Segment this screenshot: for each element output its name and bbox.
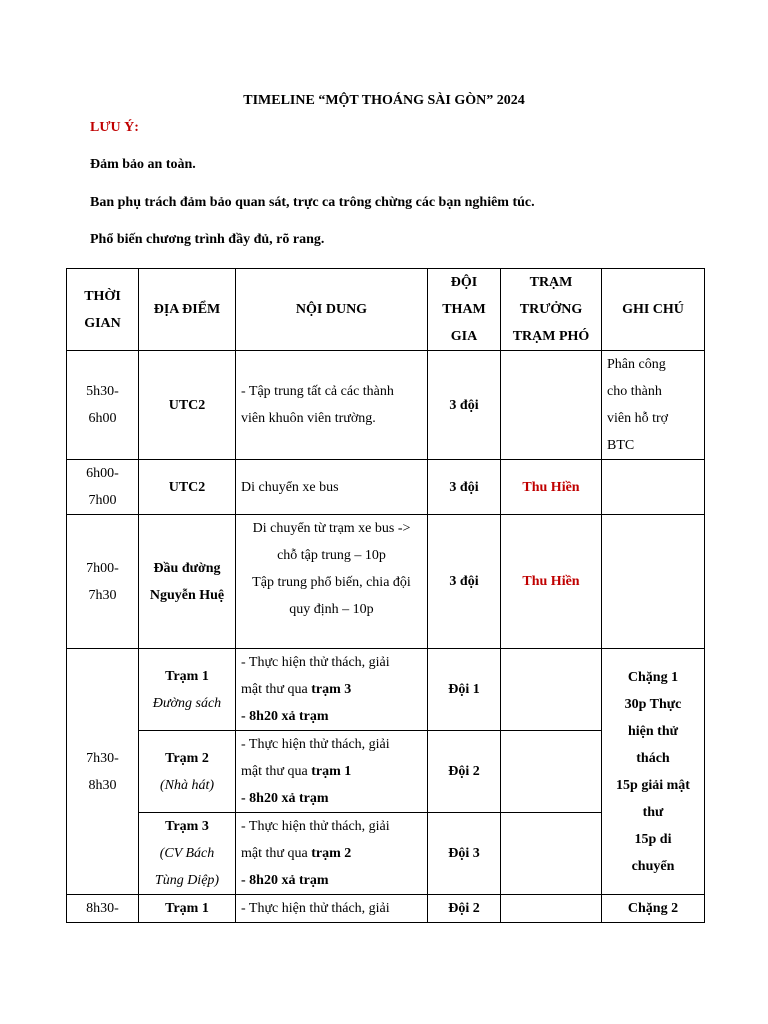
cell-team: 3 đội <box>428 515 501 649</box>
cell-note: Chặng 1 30p Thực hiện thử thách 15p giải mật thư 15p di chuyển <box>602 649 705 895</box>
cell-station: Thu Hiền <box>501 515 602 649</box>
header-time: THỜI GIAN <box>67 269 139 351</box>
cell-content: - Thực hiện thử thách, giải mật thư qua trạm 2 - 8h20 xả trạm <box>236 813 428 895</box>
cell-station <box>501 895 602 923</box>
timeline-table <box>66 268 705 923</box>
cell-content: - Thực hiện thử thách, giải mật thư qua trạm 1 - 8h20 xả trạm <box>236 731 428 813</box>
table-row <box>67 649 705 731</box>
cell-content: Di chuyển từ trạm xe bus -> chỗ tập trung – 10p Tập trung phổ biến, chia đội quy định – 10p <box>236 515 428 649</box>
cell-station <box>501 649 602 731</box>
cell-time: 7h00- 7h30 <box>67 515 139 649</box>
header-note: GHI CHÚ <box>602 269 705 351</box>
cell-station: Thu Hiền <box>501 460 602 515</box>
header-station: TRẠM TRƯỞNG TRẠM PHÓ <box>501 269 602 351</box>
cell-time: 6h00- 7h00 <box>67 460 139 515</box>
cell-time: 8h30- <box>67 895 139 923</box>
cell-place: Trạm 2 (Nhà hát) <box>139 731 236 813</box>
cell-team: Đội 3 <box>428 813 501 895</box>
note-heading: LƯU Ý: <box>90 120 139 135</box>
cell-content: - Thực hiện thử thách, giải <box>236 895 428 923</box>
header-team: ĐỘI THAM GIA <box>428 269 501 351</box>
header-place: ĐỊA ĐIỂM <box>139 269 236 351</box>
cell-team: Đội 2 <box>428 895 501 923</box>
cell-note: Chặng 2 <box>602 895 705 923</box>
table-header-row <box>67 269 705 351</box>
cell-content: Di chuyển xe bus <box>236 460 428 515</box>
cell-content: - Tập trung tất cả các thành viên khuôn viên trường. <box>236 351 428 460</box>
header-content: NỘI DUNG <box>236 269 428 351</box>
cell-team: 3 đội <box>428 351 501 460</box>
table-row <box>67 515 705 649</box>
note-line: Phổ biến chương trình đầy đủ, rõ rang. <box>90 232 325 247</box>
cell-note: Phân công cho thành viên hỗ trợ BTC <box>602 351 705 460</box>
cell-team: Đội 2 <box>428 731 501 813</box>
table-row <box>67 895 705 923</box>
cell-content: - Thực hiện thử thách, giải mật thư qua trạm 3 - 8h20 xả trạm <box>236 649 428 731</box>
cell-note <box>602 515 705 649</box>
cell-station <box>501 351 602 460</box>
cell-place: Đầu đường Nguyễn Huệ <box>139 515 236 649</box>
table-row <box>67 351 705 460</box>
cell-time: 5h30- 6h00 <box>67 351 139 460</box>
table-row <box>67 460 705 515</box>
note-line: Ban phụ trách đảm bảo quan sát, trực ca trông chừng các bạn nghiêm túc. <box>90 195 535 210</box>
cell-team: 3 đội <box>428 460 501 515</box>
cell-station <box>501 731 602 813</box>
cell-time: 7h30- 8h30 <box>67 649 139 895</box>
cell-place: Trạm 3 (CV Bách Tùng Diệp) <box>139 813 236 895</box>
cell-place: Trạm 1 Đường sách <box>139 649 236 731</box>
note-line: Đảm bảo an toàn. <box>90 157 196 172</box>
document-title: TIMELINE “MỘT THOÁNG SÀI GÒN” 2024 <box>243 93 525 108</box>
cell-note <box>602 460 705 515</box>
cell-place: Trạm 1 <box>139 895 236 923</box>
cell-station <box>501 813 602 895</box>
cell-place: UTC2 <box>139 351 236 460</box>
cell-place: UTC2 <box>139 460 236 515</box>
cell-team: Đội 1 <box>428 649 501 731</box>
